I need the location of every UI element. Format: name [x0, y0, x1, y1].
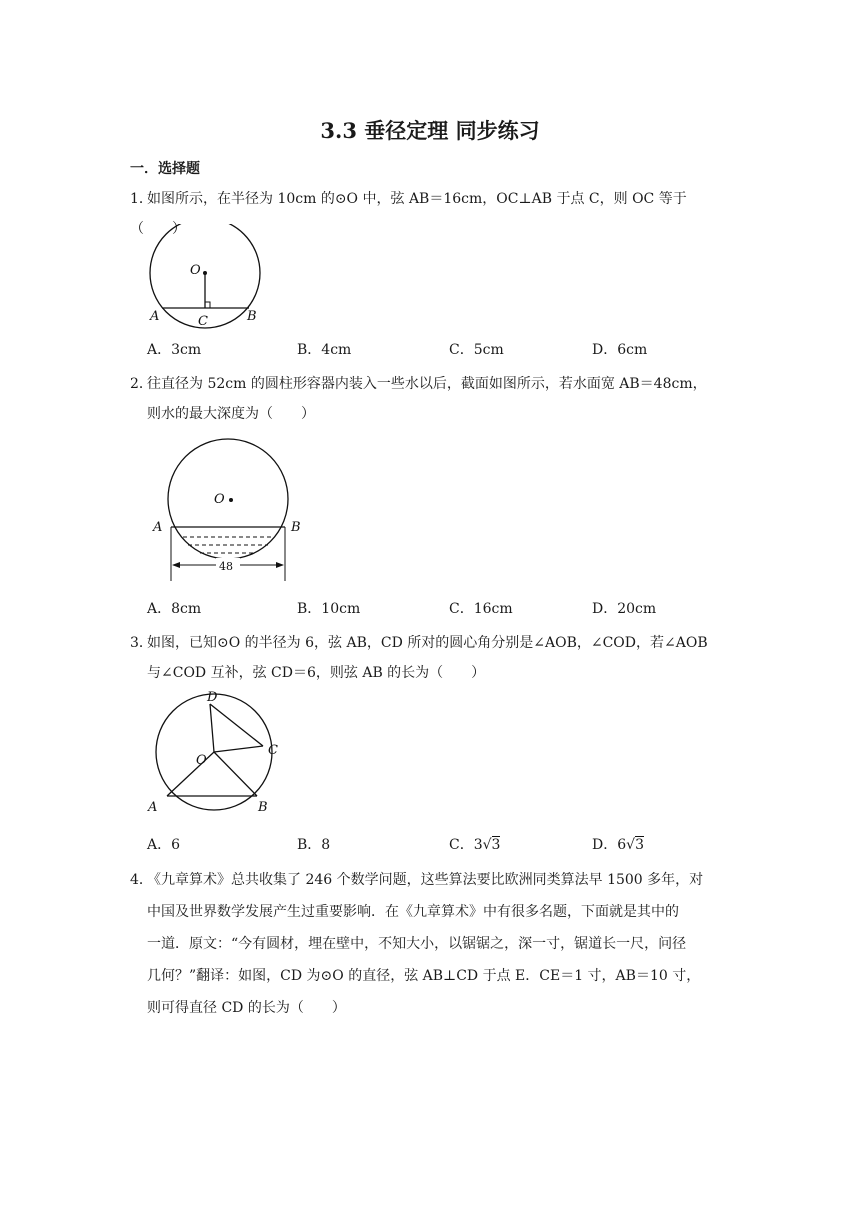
option-a[interactable]: A．6 [147, 837, 181, 853]
figure-water-container [148, 437, 308, 585]
radius-oc [214, 746, 263, 752]
label-b: B [247, 309, 257, 324]
label-b: B [291, 520, 301, 535]
question-text-line-2: 则水的最大深度为（ ） [147, 406, 315, 422]
option-d-prefix: D．6 [592, 837, 627, 853]
label-o: O [190, 263, 201, 278]
option-d[interactable]: D．20cm [592, 601, 657, 617]
section-heading: 一．选择题 [130, 161, 200, 177]
right-angle-mark [205, 302, 210, 308]
question-text-line-2: 与∠COD 互补，弦 CD＝6，则弦 AB 的长为（ ） [147, 665, 486, 681]
question-text-line-3: 一道．原文：“今有圆材，埋在壁中，不知大小，以锯锯之，深一寸，锯道长一尺，问径 [147, 936, 687, 952]
label-a: A [150, 309, 160, 324]
sqrt-radicand: 3 [491, 837, 501, 853]
label-a: A [153, 520, 163, 535]
options-q2 [147, 598, 707, 618]
label-o: O [214, 492, 225, 507]
option-c-prefix: C．3 [449, 837, 483, 853]
option-c[interactable] [449, 834, 500, 854]
question-text-line-4: 几何？”翻译：如图，CD 为⊙O 的直径，弦 AB⊥CD 于点 E．CE＝1 寸，AB＝10 寸， [147, 968, 701, 984]
question-number: 1． [130, 191, 153, 207]
circle [168, 439, 288, 559]
center-point [229, 498, 233, 502]
option-d[interactable]: D．6cm [592, 342, 648, 358]
question-text: 如图所示，在半径为 10cm 的⊙O 中，弦 AB＝16cm，OC⊥AB 于点 C，则 OC 等于（ ） [130, 191, 687, 237]
question-text-line-5: 则可得直径 CD 的长为（ ） [147, 1000, 346, 1016]
question-number: 4． [130, 872, 153, 888]
label-c: C [198, 314, 208, 329]
figure-circle-chord [140, 224, 270, 330]
figure-central-angles [143, 688, 288, 816]
option-c[interactable]: C．5cm [449, 342, 504, 358]
question-3 [130, 628, 735, 688]
options-q1 [147, 339, 707, 359]
option-b[interactable]: B．4cm [297, 342, 352, 358]
option-d[interactable] [592, 834, 644, 854]
radius-oa [167, 752, 214, 796]
question-text-line-1: 如图，已知⊙O 的半径为 6，弦 AB，CD 所对的圆心角分别是∠AOB，∠COD，若∠AOB [147, 635, 708, 651]
question-number: 3． [130, 635, 153, 651]
radius-od [210, 704, 214, 752]
sqrt-symbol: √ [482, 837, 492, 853]
option-a[interactable]: A．8cm [147, 601, 202, 617]
page-title: 3.3 垂径定理 同步练习 [320, 118, 540, 143]
option-c[interactable]: C．16cm [449, 601, 513, 617]
question-text-line-1: 往直径为 52cm 的圆柱形容器内装入一些水以后，截面如图所示，若水面宽 AB＝48cm， [147, 376, 707, 392]
arrow-head-right [276, 562, 284, 568]
question-number: 2． [130, 376, 153, 392]
label-a: A [148, 800, 158, 815]
arrow-head-left [172, 562, 180, 568]
label-d: D [207, 690, 218, 705]
label-width: 48 [219, 560, 233, 573]
question-text-line-1: 《九章算术》总共收集了 246 个数学问题，这些算法要比欧洲同类算法早 1500 多年，对 [147, 872, 704, 888]
radius-ob [214, 752, 257, 796]
option-b[interactable]: B．8 [297, 837, 331, 853]
question-4 [130, 864, 735, 1024]
question-text-line-2: 中国及世界数学发展产生过重要影响．在《九章算术》中有很多名题，下面就是其中的 [147, 904, 679, 920]
sqrt-symbol: √ [626, 837, 636, 853]
sqrt-radicand: 3 [635, 837, 644, 853]
option-b[interactable]: B．10cm [297, 601, 361, 617]
option-a[interactable]: A．3cm [147, 342, 202, 358]
options-q3 [147, 834, 707, 854]
label-o: O [196, 753, 207, 768]
label-c: C [268, 743, 278, 758]
label-b: B [258, 800, 268, 815]
center-point [203, 271, 207, 275]
question-2 [130, 369, 735, 429]
